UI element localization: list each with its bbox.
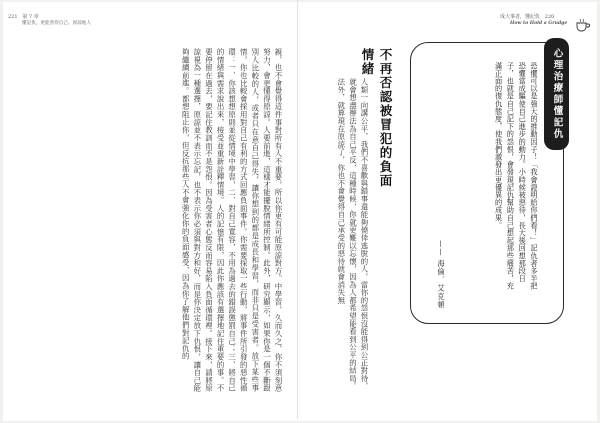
right-book-title: 成大事者，懂記仇: [500, 14, 541, 20]
page-gutter: [297, 0, 298, 419]
left-chapter-label: 第 7 章: [22, 14, 39, 20]
sidebar-title: 心理治療師懂記仇: [551, 48, 563, 140]
left-page-number: 221: [8, 14, 18, 20]
left-header: [8, 14, 39, 21]
left-section-title: 懂記仇，更能善待自己、原諒他人: [22, 21, 91, 26]
sidebar-attribution: —— 海倫．艾克頓: [437, 240, 446, 309]
left-body-paragraph: 親，也不會覺得這件事對所有人不重要，所以你更有可能原諒對方。中學習，久而久之，你不須刻意努力，會更懂得原諒。人要前進，這樣才能擺脫情緒所控制。此外，研究顯示，如果你是一個不斷跟別人比較的人，或者只在意自己得失，讓你想到的都是成長和學習，而非只是受害者。放下某些事情，你也比較會採用對自己有利的方式回應負面事件。你需要採取一些行動，將事件所引發的惡性循環：一、你該想想原則並從情境中學習，二、對自己寬容，不用為過去的錯誤懲罰自己；三、將自己的情緒與需求說出來，接受並重新詮釋情境。人的記憶有限，因此你應該有選擇地記住重要的事。不要停留在過去，要記住教訓而不是怨恨。因為受害者心態反而容易陷入負面循環裡。接下來，請將原諒視為一種選擇，原諒並不表示忘記，也不表示你必須與對方和好，而是你決定放下仇恨，讓自己能夠繼續前進。都想阻止你，但反抗那些人不會強化你的負面感受，因為你了解他們對記仇的: [181, 48, 283, 392]
sidebar-quote-text: 恐懼可以是強大的推動因子！「我會證明給你們看！」記仇者多半把恐懼當成驅使自己進步的動力。小時候被惡待，長大後回想那段日子，也就是自己記下的怨恨，會發現記仇幫助自己想起那些痛苦，充滿正面的復仇態度，使我們激發出更優異的成果。: [494, 62, 539, 290]
right-page-number: 220: [544, 14, 555, 20]
right-book-subtitle: How to Hold a Grudge: [510, 21, 568, 26]
right-body-text: [312, 78, 370, 396]
right-header: [500, 14, 554, 21]
left-body-text: [52, 48, 284, 392]
section-heading: 不再否認被冒犯的負面情緒: [360, 48, 393, 188]
sidebar-quote: [468, 62, 540, 297]
sidebar-title-tab: [544, 38, 569, 150]
right-body-paragraph: 人類一向講公平，我們不喜歡與錯事還能夠僥倖逃脫的人，當你的怨恨沒能得到公正對待，就會想盡辦法為自己平反，這種時候，你就更難以忘懷，因為人都希望能看到公平的結局。法外，就算現在原諒了，你也不會覺得自己承受的惡待就會消失無: [336, 78, 369, 390]
teacup-icon: [575, 18, 591, 32]
